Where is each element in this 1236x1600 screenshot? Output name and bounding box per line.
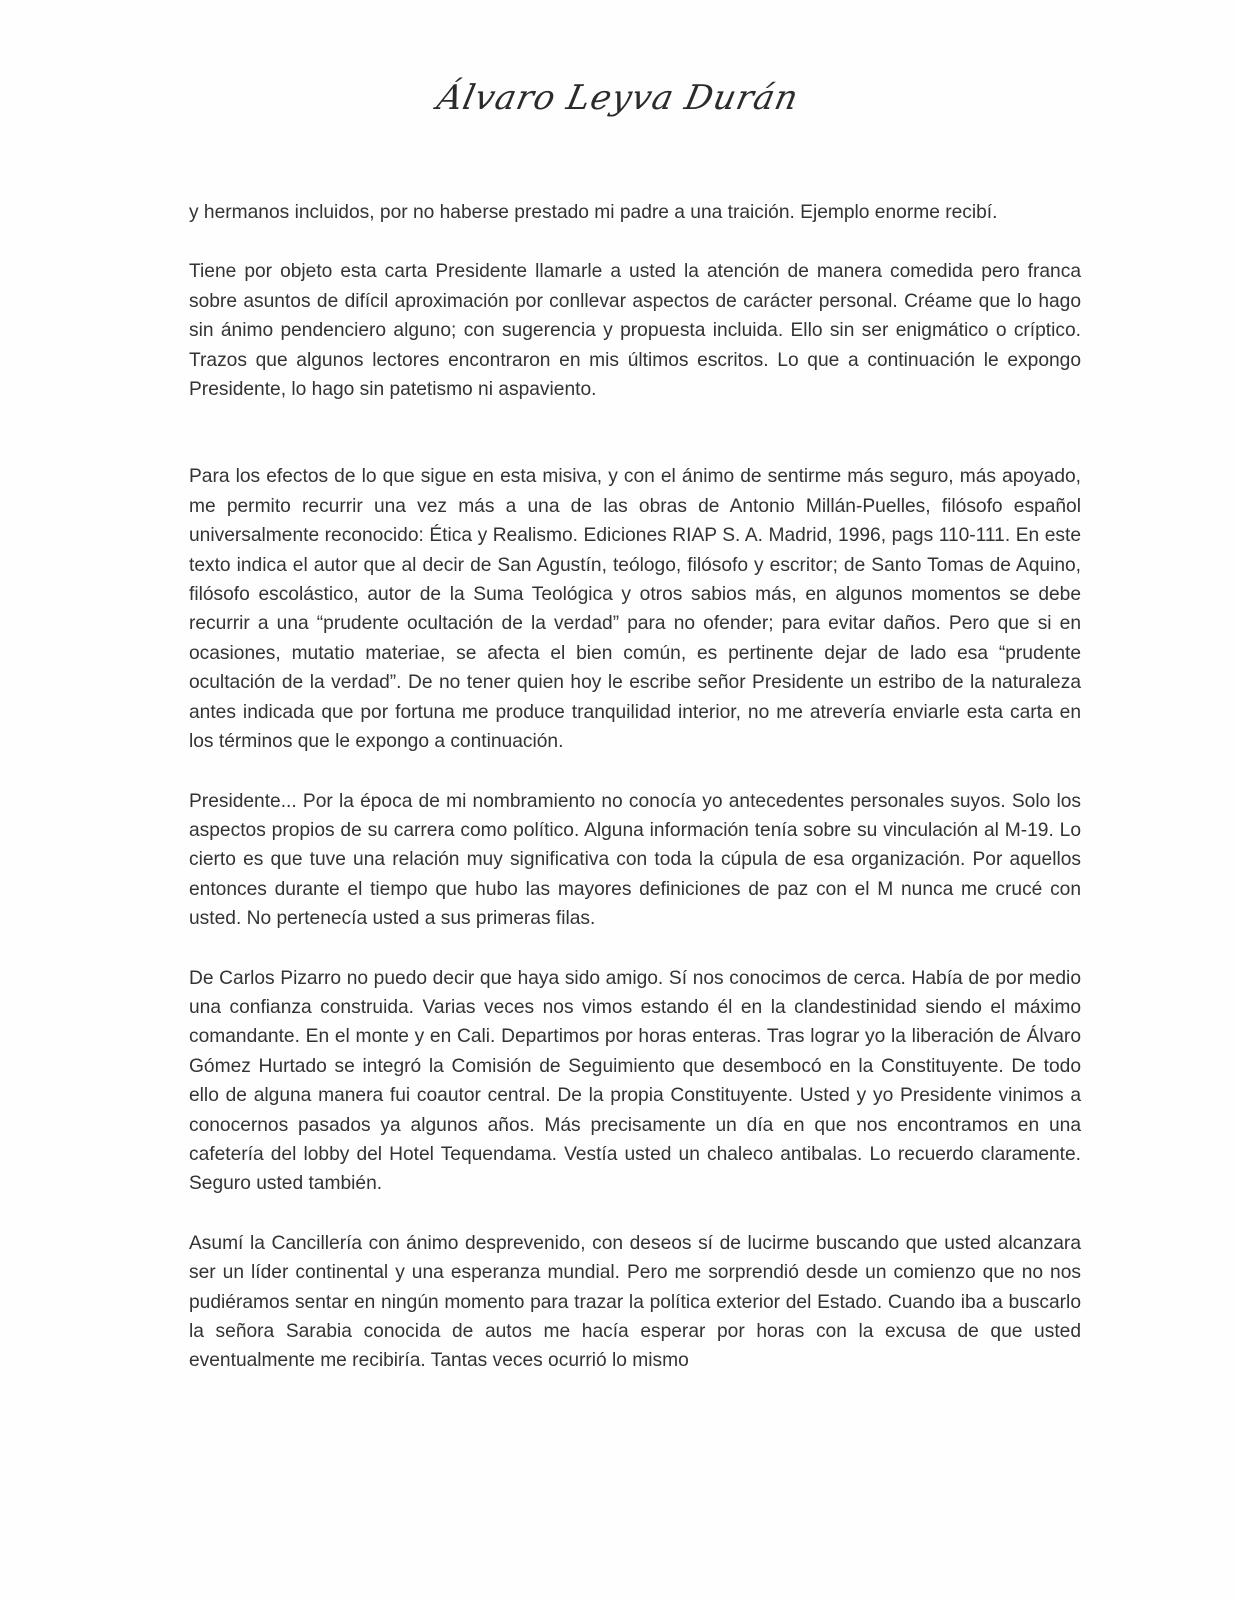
paragraph-2: Tiene por objeto esta carta Presidente llamarle a usted la atención de manera comedida pero franca sobre asuntos de difícil aproximación por conllevar aspectos de carácter personal. Créame que lo hago sin ánimo pendenciero alguno; con sugerencia y propuesta incluida. Ello sin ser enigmático o críptico. Trazos que algunos lectores encontraron en mis últimos escritos. Lo que a continuación le expongo Presidente, lo hago sin patetismo ni aspaviento. xyxy=(189,261,1081,401)
paragraph-6: Asumí la Cancillería con ánimo desprevenido, con deseos sí de lucirme buscando que usted alcanzara ser un líder continental y una esperanza mundial. Pero me sorprendió desde un comienzo que no nos pudiéramos sentar en ningún momento para trazar la política exterior del Estado. Cuando iba a buscarlo la señora Sarabia conocida de autos me hacía esperar por horas con la excusa de que usted eventualmente me recibiría. Tantas veces ocurrió lo mismo xyxy=(189,1232,1081,1372)
letter-body xyxy=(189,198,1081,1376)
letterhead-signature-name: Álvaro Leyva Durán xyxy=(433,78,803,118)
paragraph-1: y hermanos incluidos, por no haberse prestado mi padre a una traición. Ejemplo enorme recibí. xyxy=(189,202,998,223)
paragraph-3: Para los efectos de lo que sigue en esta misiva, y con el ánimo de sentirme más seguro, más apoyado, me permito recurrir una vez más a una de las obras de Antonio Millán-Puelles, filósofo español universalmente reconocido: Ética y Realismo. Ediciones RIAP S. A. Madrid, 1996, pags 110-111. En este texto indica el autor que al decir de San Agustín, teólogo, filósofo y escritor; de Santo Tomas de Aquino, filósofo escolástico, autor de la Suma Teológica y otros sabios más, en algunos momentos se debe recurrir a una “prudente ocultación de la verdad” para no ofender; para evitar daños. Pero que si en ocasiones, mutatio materiae, se afecta el bien común, es pertinente dejar de lado esa “prudente ocultación de la verdad”. De no tener quien hoy le escribe señor Presidente un estribo de la naturaleza antes indicada que por fortuna me produce tranquilidad interior, no me atrevería enviarle esta carta en los términos que le expongo a continuación. xyxy=(189,466,1081,753)
paragraph-5: De Carlos Pizarro no puedo decir que haya sido amigo. Sí nos conocimos de cerca. Había de por medio una confianza construida. Varias veces nos vimos estando él en la clandestinidad siendo el máximo comandante. En el monte y en Cali. Departimos por horas enteras. Tras lograr yo la liberación de Álvaro Gómez Hurtado se integró la Comisión de Seguimiento que desembocó en la Constituyente. De todo ello de alguna manera fui coautor central. De la propia Constituyente. Usted y yo Presidente vinimos a conocernos pasados ya algunos años. Más precisamente un día en que nos encontramos en una cafetería del lobby del Hotel Tequendama. Vestía usted un chaleco antibalas. Lo recuerdo claramente. Seguro usted también. xyxy=(189,967,1081,1195)
paragraph-4: Presidente... Por la época de mi nombramiento no conocía yo antecedentes personales suyos. Solo los aspectos propios de su carrera como político. Alguna información tenía sobre su vinculación al M-19. Lo cierto es que tuve una relación muy significativa con toda la cúpula de esa organización. Por aquellos entonces durante el tiempo que hubo las mayores definiciones de paz con el M nunca me crucé con usted. No pertenecía usted a sus primeras filas. xyxy=(189,790,1081,930)
